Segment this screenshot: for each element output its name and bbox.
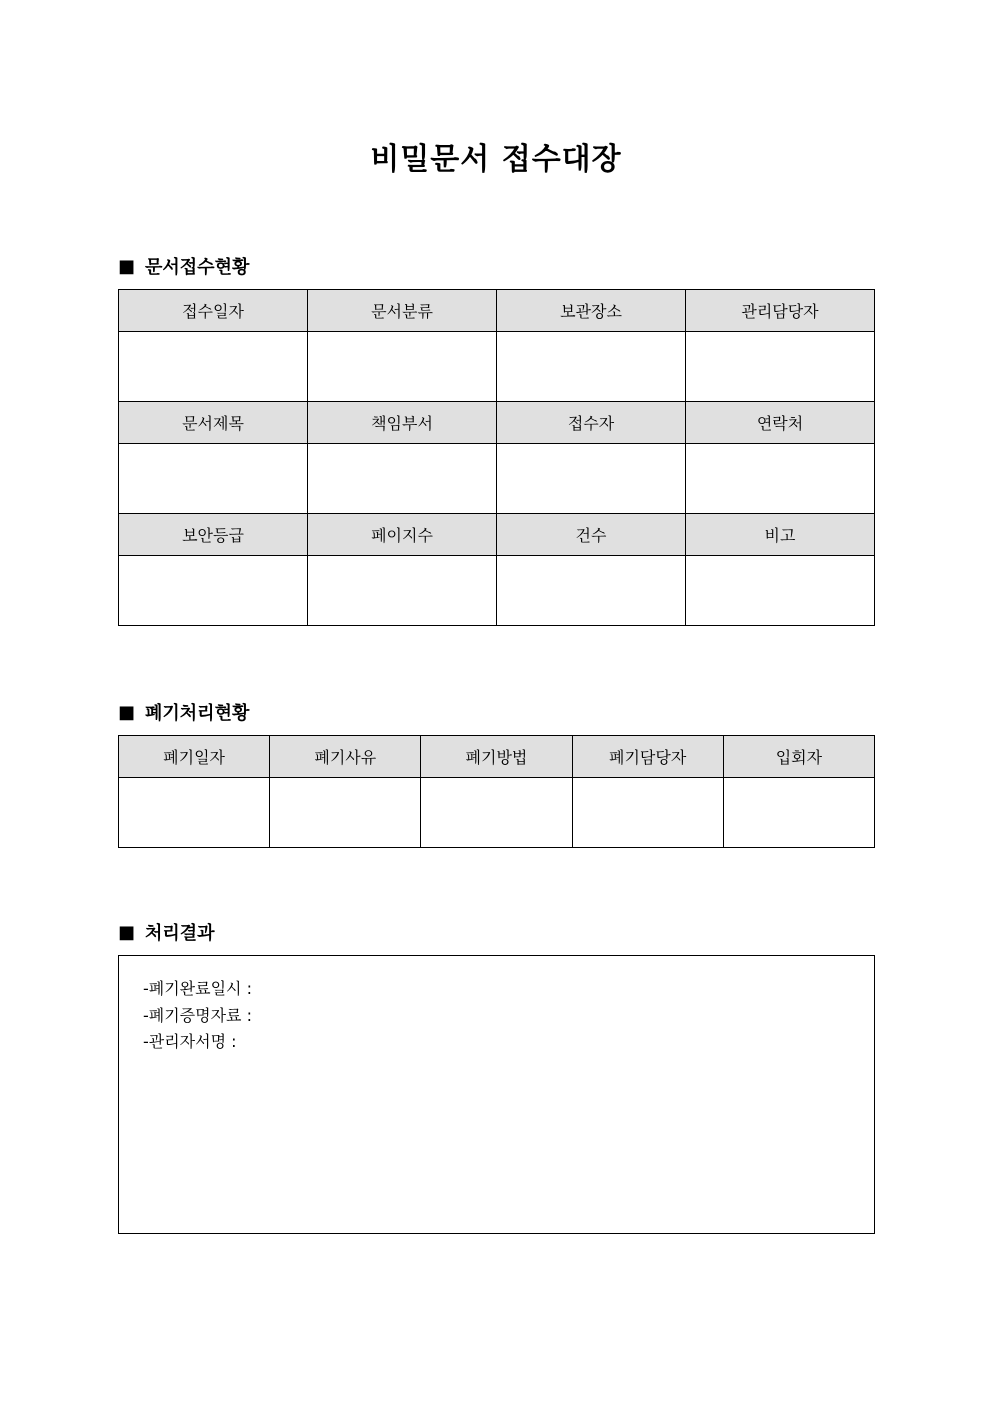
- disposal-date-cell[interactable]: [119, 778, 270, 848]
- responsible-dept-cell[interactable]: [308, 444, 497, 514]
- table-row: [119, 736, 875, 778]
- disposal-heading-label: 폐기처리현황: [145, 703, 250, 724]
- receipt-heading-label: 문서접수현황: [145, 257, 250, 278]
- square-bullet-icon: ■: [118, 255, 136, 277]
- disposal-method-cell[interactable]: [421, 778, 572, 848]
- remarks-header: 비고: [686, 514, 875, 556]
- disposal-reason-header: 폐기사유: [270, 736, 421, 778]
- manager-header: 관리담당자: [686, 290, 875, 332]
- receiver-header: 접수자: [497, 402, 686, 444]
- witness-cell[interactable]: [723, 778, 874, 848]
- result-lines: [143, 976, 252, 1056]
- document-title: 비밀문서 접수대장: [370, 142, 622, 177]
- table-row: [119, 514, 875, 556]
- receipt-section-heading: [118, 253, 249, 279]
- document-category-header: 문서분류: [308, 290, 497, 332]
- contact-cell[interactable]: [686, 444, 875, 514]
- disposal-manager-cell[interactable]: [572, 778, 723, 848]
- responsible-dept-header: 책임부서: [308, 402, 497, 444]
- remarks-cell[interactable]: [686, 556, 875, 626]
- disposal-method-header: 폐기방법: [421, 736, 572, 778]
- receiver-cell[interactable]: [497, 444, 686, 514]
- manager-cell[interactable]: [686, 332, 875, 402]
- receipt-table: [118, 289, 875, 626]
- table-row: [119, 778, 875, 848]
- table-row: [119, 402, 875, 444]
- storage-location-header: 보관장소: [497, 290, 686, 332]
- document-title-cell[interactable]: [119, 444, 308, 514]
- item-count-cell[interactable]: [497, 556, 686, 626]
- disposal-table: [118, 735, 875, 848]
- disposal-reason-cell[interactable]: [270, 778, 421, 848]
- receipt-date-cell[interactable]: [119, 332, 308, 402]
- item-count-header: 건수: [497, 514, 686, 556]
- security-level-header: 보안등급: [119, 514, 308, 556]
- receipt-date-header: 접수일자: [119, 290, 308, 332]
- document-category-cell[interactable]: [308, 332, 497, 402]
- completion-datetime-line: -폐기완료일시 :: [143, 979, 252, 998]
- witness-header: 입회자: [723, 736, 874, 778]
- disposal-date-header: 폐기일자: [119, 736, 270, 778]
- square-bullet-icon: ■: [118, 921, 136, 943]
- contact-header: 연락처: [686, 402, 875, 444]
- table-row: [119, 556, 875, 626]
- proof-document-line: -폐기증명자료 :: [143, 1005, 252, 1025]
- security-level-cell[interactable]: [119, 556, 308, 626]
- result-section-heading: [118, 919, 215, 945]
- disposal-section-heading: [118, 699, 249, 725]
- storage-location-cell[interactable]: [497, 332, 686, 402]
- square-bullet-icon: ■: [118, 701, 136, 723]
- document-title-header: 문서제목: [119, 402, 308, 444]
- disposal-manager-header: 폐기담당자: [572, 736, 723, 778]
- table-row: [119, 290, 875, 332]
- manager-signature-line: -관리자서명 :: [143, 1032, 237, 1051]
- page-count-cell[interactable]: [308, 556, 497, 626]
- page-count-header: 페이지수: [308, 514, 497, 556]
- table-row: [119, 332, 875, 402]
- result-box[interactable]: [118, 955, 875, 1234]
- result-heading-label: 처리결과: [145, 923, 215, 944]
- table-row: [119, 444, 875, 514]
